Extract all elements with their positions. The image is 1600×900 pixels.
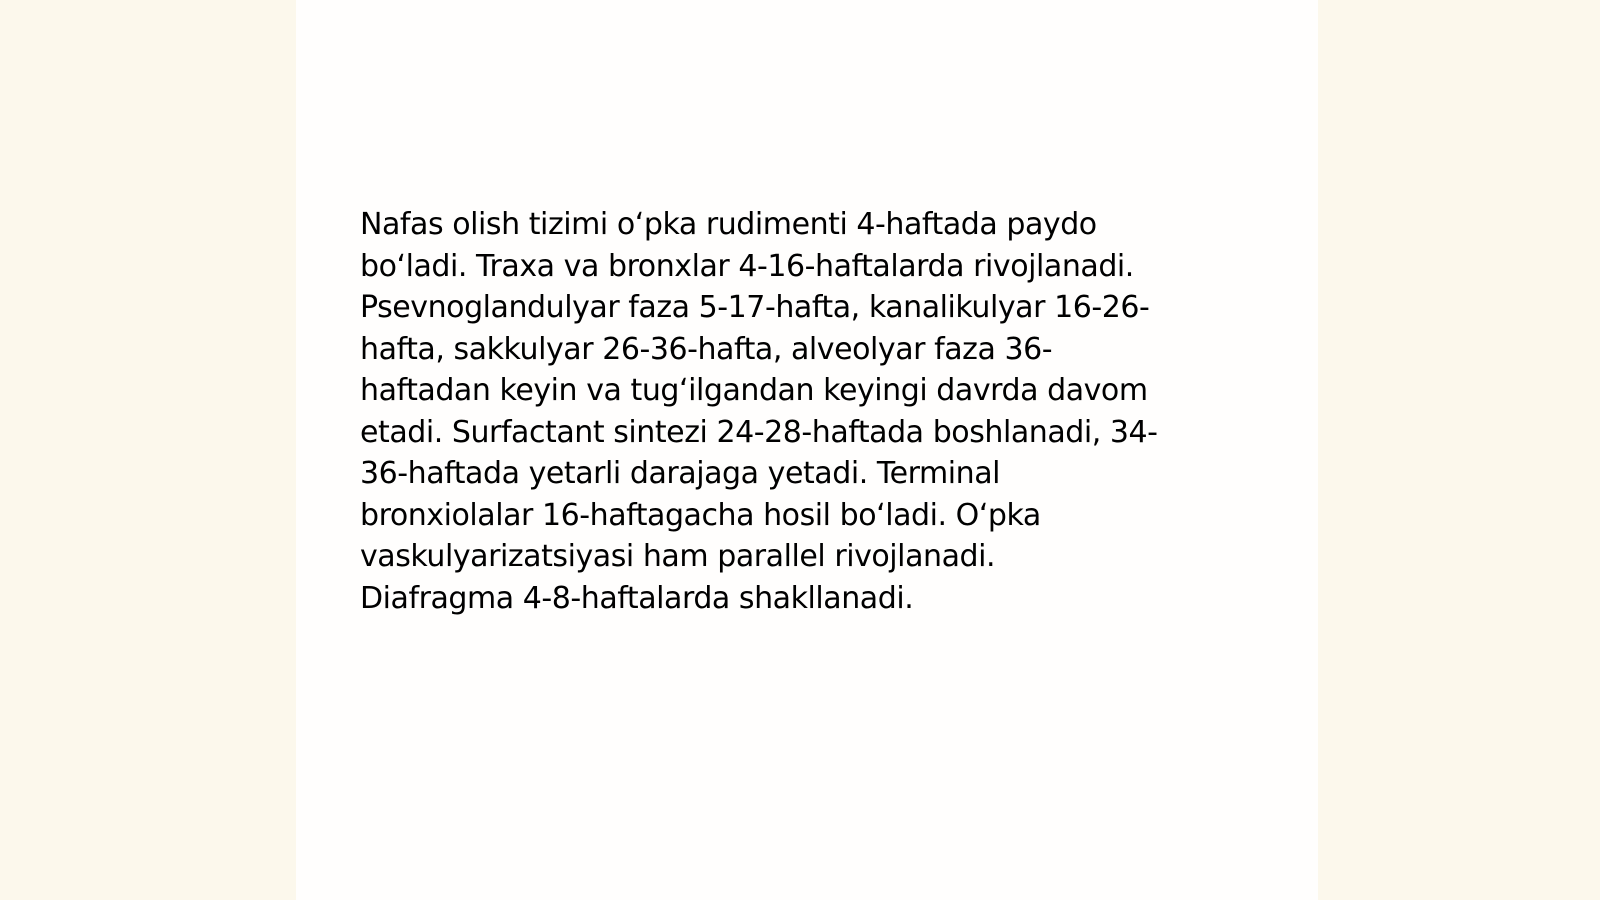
paragraph-line-9: vaskulyarizatsiyasi ham parallel rivojlanadi.	[360, 539, 996, 574]
paragraph-line-2: bo‘ladi. Traxa va bronxlar 4-16-haftalarda rivojlanadi.	[360, 248, 1134, 284]
paragraph-line-3: Psevnoglandulyar faza 5-17-hafta, kanalikulyar 16-26-	[360, 290, 1150, 325]
paragraph-line-4: hafta, sakkulyar 26-36-hafta, alveolyar faza 36-	[360, 331, 1053, 367]
paragraph-line-6: etadi. Surfactant sintezi 24-28-haftada boshlanadi, 34-	[360, 414, 1158, 450]
paragraph-line-10: Diafragma 4-8-haftalarda shakllanadi.	[360, 580, 914, 616]
paragraph-line-1: Nafas olish tizimi o‘pka rudimenti 4-haftada paydo	[360, 207, 1097, 242]
slide-page	[296, 0, 1318, 900]
paragraph-line-7: 36-haftada yetarli darajaga yetadi. Terminal	[360, 456, 1001, 491]
body-paragraph	[360, 204, 1260, 619]
paragraph-line-8: bronxiolalar 16-haftagacha hosil bo‘ladi. O‘pka	[360, 497, 1041, 533]
paragraph-line-5: haftadan keyin va tug‘ilgandan keyingi davrda davom	[360, 373, 1148, 408]
